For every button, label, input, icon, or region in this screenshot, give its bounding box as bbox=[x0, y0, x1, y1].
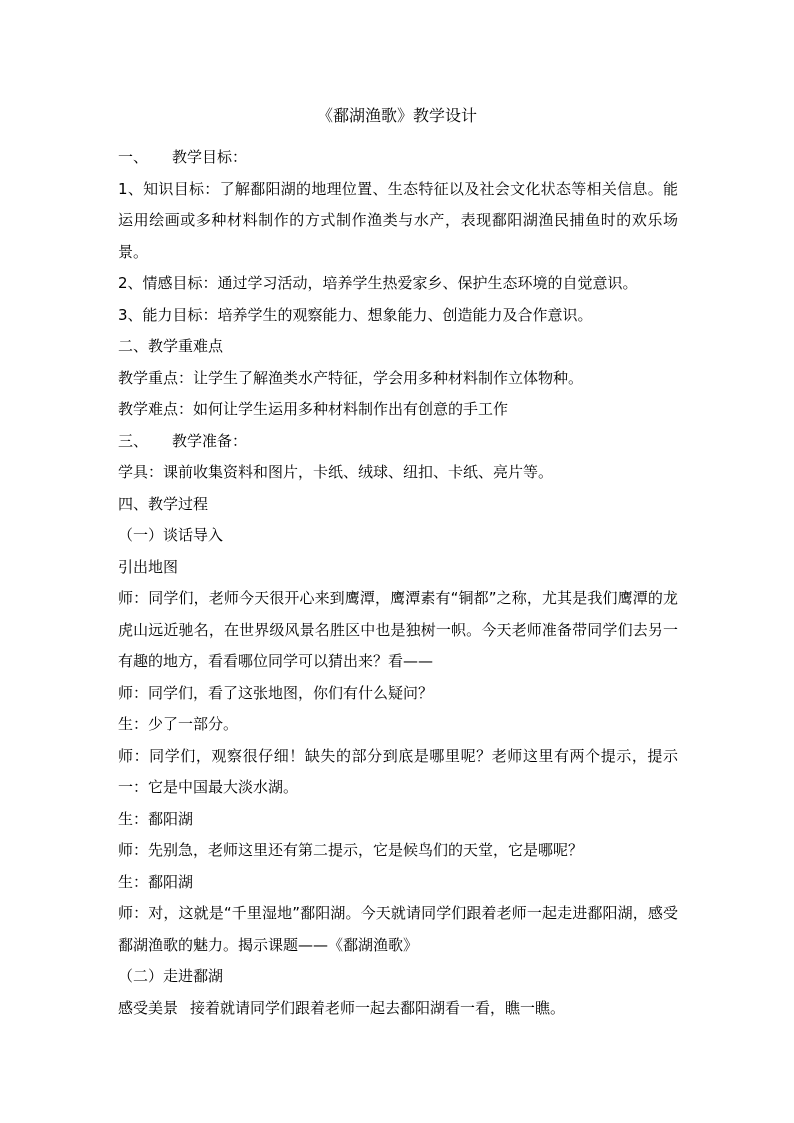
section-number: 一、 bbox=[118, 148, 149, 166]
dialogue-teacher: 师：同学们，老师今天很开心来到鹰潭，鹰潭素有“铜都”之称，尤其是我们鹰潭的龙虎山远近驰名，在世界级风景名胜区中也是独树一帜。今天老师准备带同学们去另一有趣的地方，看看哪位同学可以猜出来？看—— bbox=[118, 589, 678, 670]
subheading-introduction: （一）谈话导入 bbox=[118, 526, 224, 544]
dialogue-teacher: 师：同学们，看了这张地图，你们有什么疑问？ bbox=[118, 683, 434, 702]
dialogue-teacher: 师：同学们，观察很仔细！缺失的部分到底是哪里呢？老师这里有两个提示，提示一：它是中国最大淡水湖。 bbox=[118, 746, 678, 796]
dialogue-teacher: 师：对，这就是“千里湿地”鄱阳湖。今天就请同学们跟着老师一起走进鄱阳湖，感受鄱湖渔歌的魅力。揭示课题——《鄱湖渔歌》 bbox=[118, 904, 678, 954]
section-heading-key-points: 二、教学重难点 bbox=[118, 337, 224, 355]
paragraph-ability-goal: 3、能力目标：培养学生的观察能力、想象能力、创造能力及合作意识。 bbox=[118, 305, 593, 324]
paragraph-emotion-goal: 2、情感目标：通过学习活动，培养学生热爱家乡、保护生态环境的自觉意识。 bbox=[118, 274, 638, 292]
paragraph-show-map: 引出地图 bbox=[118, 557, 179, 576]
dialogue-student: 生：鄱阳湖 bbox=[118, 872, 194, 891]
dialogue-student: 生：少了一部分。 bbox=[118, 715, 239, 733]
subheading-enter-lake: （二）走进鄱湖 bbox=[118, 967, 224, 985]
section-heading-preparation bbox=[118, 426, 678, 458]
scenery-label: 感受美景 bbox=[118, 998, 179, 1017]
scenery-text: 接着就请同学们跟着老师一起去鄱阳湖看一看，瞧一瞧。 bbox=[190, 998, 566, 1017]
paragraph-knowledge-goal: 1、知识目标：了解鄱阳湖的地理位置、生态特征以及社会文化状态等相关信息。能运用绘画或多种材料制作的方式制作渔类与水产，表现鄱阳湖渔民捕鱼时的欢乐场景。 bbox=[118, 179, 678, 261]
page-title: 《鄱湖渔歌》教学设计 bbox=[316, 106, 477, 125]
paragraph-key-point: 教学重点：让学生了解渔类水产特征，学会用多种材料制作立体物种。 bbox=[118, 368, 584, 387]
section-heading-goals bbox=[118, 142, 678, 174]
paragraph-difficult-point: 教学难点：如何让学生运用多种材料制作出有创意的手工作 bbox=[118, 400, 509, 418]
dialogue-teacher: 师：先别急，老师这里还有第二提示，它是候鸟们的天堂，它是哪呢？ bbox=[118, 841, 584, 859]
section-number: 三、 bbox=[118, 431, 149, 450]
section-label: 教学目标： bbox=[172, 148, 248, 166]
dialogue-student: 生：鄱阳湖 bbox=[118, 809, 194, 828]
paragraph-scenery bbox=[118, 993, 678, 1025]
section-heading-process: 四、教学过程 bbox=[118, 494, 209, 513]
document-body bbox=[118, 142, 678, 1024]
section-label: 教学准备： bbox=[172, 431, 248, 450]
paragraph-materials: 学具：课前收集资料和图片，卡纸、绒球、纽扣、卡纸、亮片等。 bbox=[118, 463, 554, 481]
